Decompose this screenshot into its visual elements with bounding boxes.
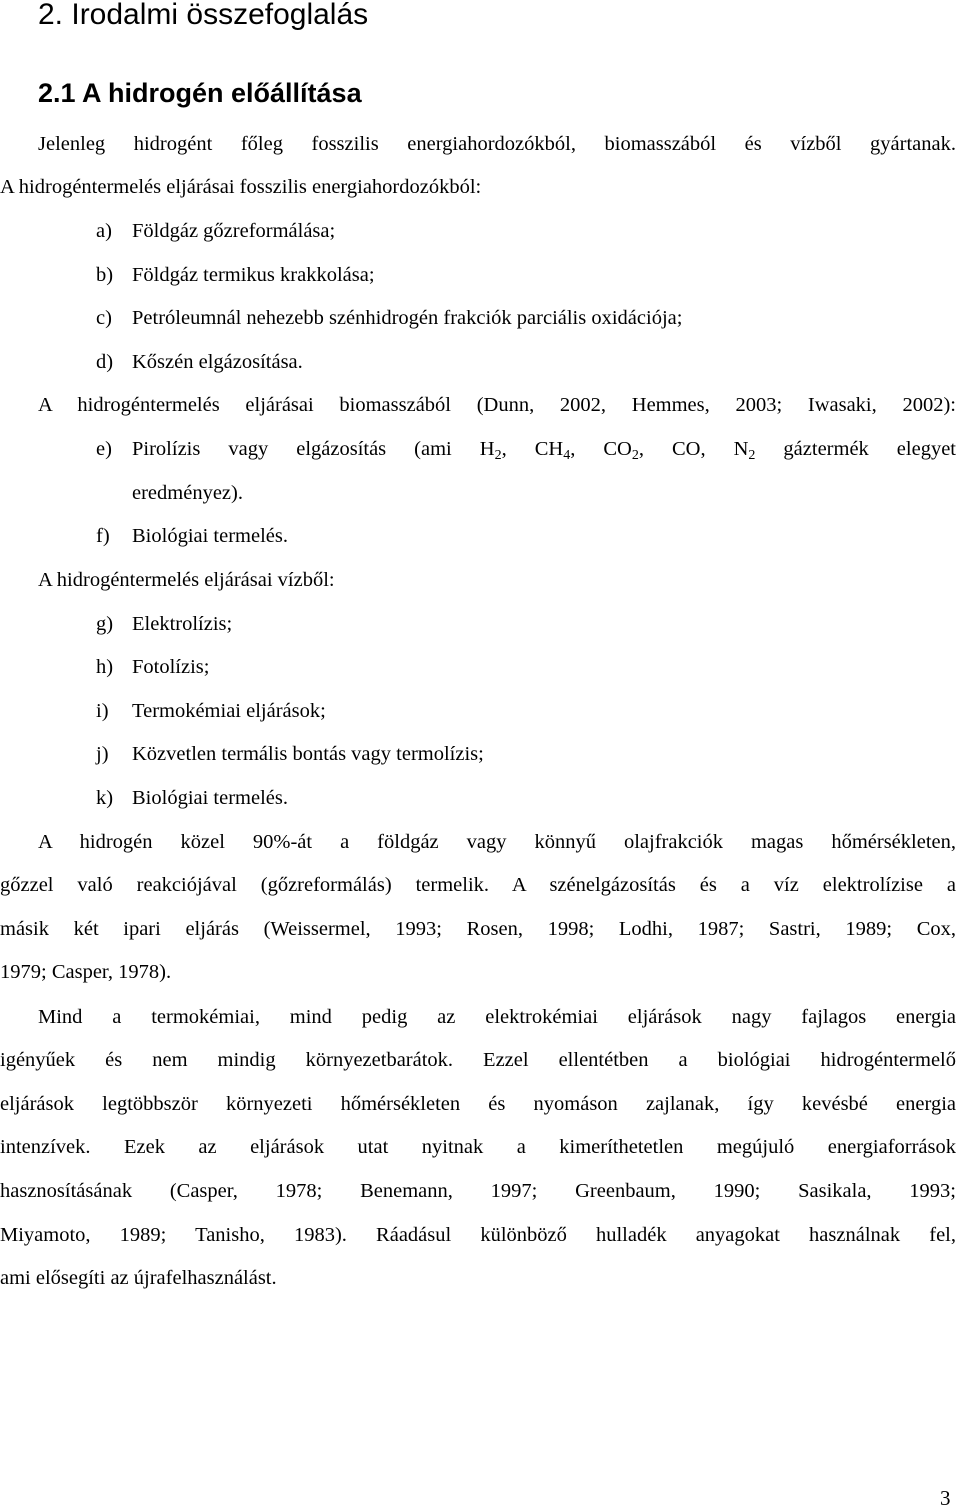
list-label: f) xyxy=(96,525,110,547)
water-intro: A hidrogéntermelés eljárásai vízből: xyxy=(38,569,335,591)
list-item-e-continuation: eredményez). xyxy=(132,482,243,504)
list-text: Kőszén elgázosítása. xyxy=(132,351,303,373)
list-label: c) xyxy=(96,307,112,329)
list-label: e) xyxy=(96,438,112,460)
list-text: Elektrolízis; xyxy=(132,613,233,635)
list-text: Közvetlen termális bontás vagy termolízis; xyxy=(132,743,484,765)
list-item-g xyxy=(96,611,956,637)
list-label: a) xyxy=(96,220,112,242)
list-item-i xyxy=(96,698,956,724)
intro-line-1: Jelenleg hidrogént főleg fosszilis energiahordozókból, biomasszából és vízből gyártanak. xyxy=(38,133,956,155)
list-label: i) xyxy=(96,700,109,722)
para1-line-3: másik két ipari eljárás (Weissermel, 1993; Rosen, 1998; Lodhi, 1987; Sastri, 1989; Cox, xyxy=(0,918,956,940)
list-item-k xyxy=(96,785,956,811)
para2-line-4: intenzívek. Ezek az eljárások utat nyitnak a kimeríthetetlen megújuló energiaforrások xyxy=(0,1136,956,1158)
chapter-heading: 2. Irodalmi összefoglalás xyxy=(38,0,369,31)
section-heading: 2.1 A hidrogén előállítása xyxy=(38,78,362,108)
list-text: Biológiai termelés. xyxy=(132,787,288,809)
list-text: Földgáz termikus krakkolása; xyxy=(132,264,375,286)
list-label: j) xyxy=(96,743,109,765)
para2-line-1: Mind a termokémiai, mind pedig az elektrokémiai eljárások nagy fajlagos energia xyxy=(38,1006,956,1028)
para2-line-5: hasznosításának (Casper, 1978; Benemann, 1997; Greenbaum, 1990; Sasikala, 1993; xyxy=(0,1180,956,1202)
para1-line-4: 1979; Casper, 1978). xyxy=(0,961,172,983)
list-label: k) xyxy=(96,787,114,809)
list-text: Petróleumnál nehezebb szénhidrogén frakciók parciális oxidációja; xyxy=(132,307,683,329)
list-label: h) xyxy=(96,656,114,678)
intro-line-2: A hidrogéntermelés eljárásai fosszilis energiahordozókból: xyxy=(0,176,482,198)
para1-line-2: gőzzel való reakciójával (gőzreformálás) termelik. A szénelgázosítás és a víz elektrolízise a xyxy=(0,874,956,896)
para2-line-7: ami elősegíti az újrafelhasználást. xyxy=(0,1267,277,1289)
list-item-e xyxy=(96,436,956,462)
biomass-intro: A hidrogéntermelés eljárásai biomasszából (Dunn, 2002, Hemmes, 2003; Iwasaki, 2002): xyxy=(38,394,956,416)
list-item-f xyxy=(96,523,956,549)
list-item-c xyxy=(96,305,956,331)
list-item-b xyxy=(96,262,956,288)
list-text: Földgáz gőzreformálása; xyxy=(132,220,336,242)
list-text: Biológiai termelés. xyxy=(132,525,288,547)
para2-line-3: eljárások legtöbbször környezeti hőmérsékleten és nyomáson zajlanak, így kevésbé energia xyxy=(0,1093,956,1115)
list-item-h xyxy=(96,654,956,680)
list-label: d) xyxy=(96,351,114,373)
list-item-a xyxy=(96,218,956,244)
para2-line-6: Miyamoto, 1989; Tanisho, 1983). Ráadásul különböző hulladék anyagokat használnak fel, xyxy=(0,1224,956,1246)
list-text: Termokémiai eljárások; xyxy=(132,700,326,722)
para1-line-1: A hidrogén közel 90%-át a földgáz vagy könnyű olajfrakciók magas hőmérsékleten, xyxy=(38,831,956,853)
list-label: b) xyxy=(96,264,114,286)
page-number: 3 xyxy=(940,1486,951,1510)
list-text: Fotolízis; xyxy=(132,656,210,678)
list-item-j xyxy=(96,741,956,767)
list-label: g) xyxy=(96,613,114,635)
para2-line-2: igényűek és nem mindig környezetbarátok. Ezzel ellentétben a biológiai hidrogéntermelő xyxy=(0,1049,956,1071)
list-text: Pirolízis vagy elgázosítás (ami $H_2$, $CH_4$, $CO_2$, CO, $N_2$ gáztermék elegyet xyxy=(132,438,956,463)
list-item-d xyxy=(96,349,956,375)
